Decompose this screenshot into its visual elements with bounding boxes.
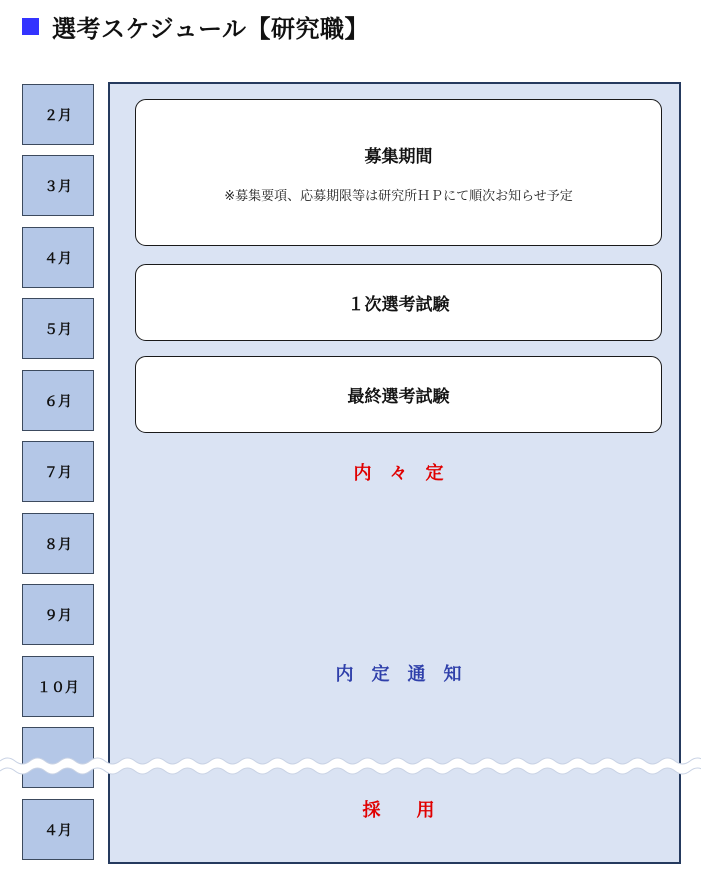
month-box-sep: ９月 (22, 584, 94, 645)
final-exam-card (135, 356, 662, 433)
recruitment-period-title: 募集期間 (364, 146, 433, 167)
recruitment-period-card (135, 99, 662, 246)
first-exam-card (135, 264, 662, 341)
month-box-mar: ３月 (22, 155, 94, 216)
title-square-icon (22, 18, 39, 35)
month-box-aug: ８月 (22, 513, 94, 574)
page-title-row (22, 8, 369, 44)
month-box-feb: ２月 (22, 84, 94, 145)
naitei-label: 内 々 定 (353, 463, 444, 484)
month-box-jul: ７月 (22, 441, 94, 502)
month-box-jun: ６月 (22, 370, 94, 431)
timeline-break-wave (0, 744, 701, 778)
page-title: 選考スケジュール【研究職】 (52, 14, 370, 43)
recruitment-period-note: ※募集要項、応募期限等は研究所ＨＰにて順次お知らせ予定 (224, 188, 573, 204)
final-exam-title: 最終選考試験 (347, 387, 450, 407)
offer-notice-label: 内 定 通 知 (335, 664, 462, 685)
month-box-oct: １０月 (22, 656, 94, 717)
month-box-may: ５月 (22, 298, 94, 359)
hire-label: 採 用 (362, 800, 435, 821)
month-box-apr-next: ４月 (22, 799, 94, 860)
first-exam-title: １次選考試験 (347, 295, 450, 315)
month-box-apr: ４月 (22, 227, 94, 288)
